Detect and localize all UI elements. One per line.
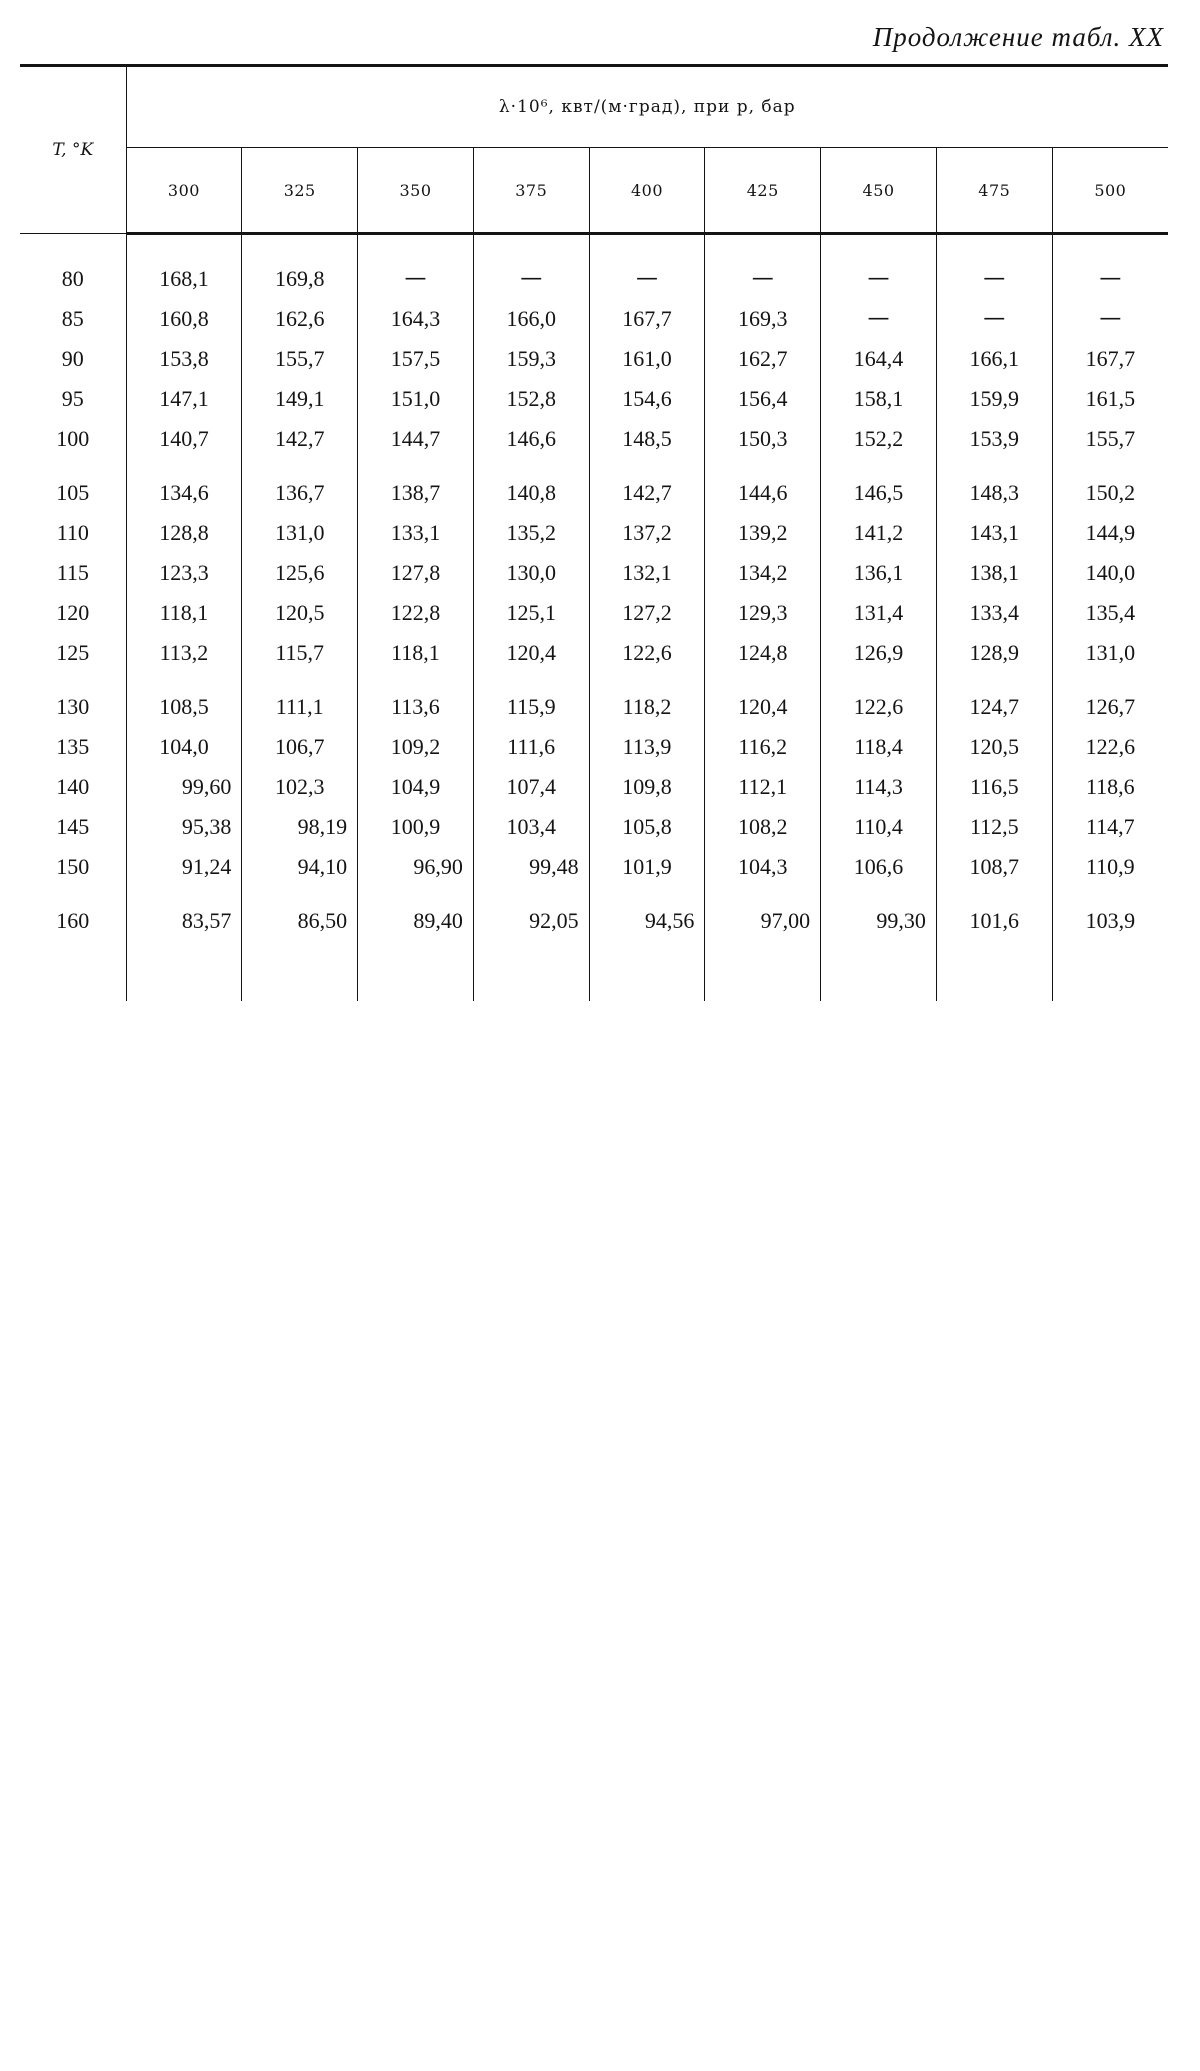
value-cell: 134,2: [705, 553, 821, 593]
value-cell: 94,56: [589, 887, 705, 941]
value-cell: 154,6: [589, 379, 705, 419]
temperature-cell: 115: [56, 560, 89, 585]
pressure-header-cell: 350: [358, 148, 474, 234]
value-cell: 102,3: [242, 767, 358, 807]
spacer-cell: [473, 941, 589, 1001]
value-cell: 125,1: [473, 593, 589, 633]
value-cell: 126,7: [1052, 673, 1168, 727]
value-cell: 86,50: [242, 887, 358, 941]
empty-value-cell: —: [821, 299, 937, 339]
value-cell: 108,5: [126, 673, 242, 727]
value-cell: 118,4: [821, 727, 937, 767]
table-row: [20, 673, 1168, 727]
value-cell: 153,9: [936, 419, 1052, 459]
value-cell: 120,4: [705, 673, 821, 727]
value-cell: 122,6: [589, 633, 705, 673]
value-cell: 115,9: [473, 673, 589, 727]
value-cell: 124,8: [705, 633, 821, 673]
table-row: [20, 593, 1168, 633]
value-cell: 159,9: [936, 379, 1052, 419]
spacer-cell: [589, 941, 705, 1001]
spacer-cell: [936, 941, 1052, 1001]
value-cell: 127,8: [358, 553, 474, 593]
pressure-header-cell: 500: [1052, 148, 1168, 234]
temperature-cell: 145: [56, 814, 90, 839]
value-cell: 150,2: [1052, 459, 1168, 513]
value-cell: 141,2: [821, 513, 937, 553]
value-cell: 118,6: [1052, 767, 1168, 807]
value-cell: 92,05: [473, 887, 589, 941]
value-cell: 129,3: [705, 593, 821, 633]
value-cell: 140,0: [1052, 553, 1168, 593]
value-cell: 108,2: [705, 807, 821, 847]
value-cell: 158,1: [821, 379, 937, 419]
table-row: [20, 234, 1168, 300]
table-row: [20, 379, 1168, 419]
value-cell: 160,8: [126, 299, 242, 339]
value-cell: 99,30: [821, 887, 937, 941]
value-cell: 169,8: [242, 234, 358, 300]
value-cell: 106,6: [821, 847, 937, 887]
value-cell: 118,2: [589, 673, 705, 727]
value-cell: 113,2: [126, 633, 242, 673]
empty-value-cell: —: [358, 234, 474, 300]
value-cell: 144,7: [358, 419, 474, 459]
value-cell: 104,9: [358, 767, 474, 807]
value-cell: 105,8: [589, 807, 705, 847]
table-row: [20, 633, 1168, 673]
value-cell: 106,7: [242, 727, 358, 767]
value-cell: 89,40: [358, 887, 474, 941]
value-cell: 133,4: [936, 593, 1052, 633]
value-cell: 95,38: [126, 807, 242, 847]
empty-value-cell: —: [936, 234, 1052, 300]
value-cell: 142,7: [242, 419, 358, 459]
temperature-cell: 150: [56, 854, 90, 879]
value-cell: 103,4: [473, 807, 589, 847]
value-cell: 136,7: [242, 459, 358, 513]
value-cell: 166,1: [936, 339, 1052, 379]
thermal-conductivity-table: [20, 64, 1168, 1001]
value-cell: 166,0: [473, 299, 589, 339]
value-cell: 136,1: [821, 553, 937, 593]
value-cell: 118,1: [126, 593, 242, 633]
value-cell: 152,2: [821, 419, 937, 459]
pressure-header-row: [20, 148, 1168, 234]
value-cell: 97,00: [705, 887, 821, 941]
temperature-cell: 125: [56, 640, 90, 665]
spacer-cell: [126, 941, 242, 1001]
value-cell: 144,9: [1052, 513, 1168, 553]
value-cell: 140,7: [126, 419, 242, 459]
value-cell: 156,4: [705, 379, 821, 419]
value-cell: 152,8: [473, 379, 589, 419]
spacer-cell: [20, 941, 126, 1001]
value-cell: 116,2: [705, 727, 821, 767]
value-cell: 161,0: [589, 339, 705, 379]
value-cell: 96,90: [358, 847, 474, 887]
value-cell: 100,9: [358, 807, 474, 847]
value-cell: 162,7: [705, 339, 821, 379]
value-cell: 137,2: [589, 513, 705, 553]
value-cell: 122,6: [821, 673, 937, 727]
value-cell: 155,7: [1052, 419, 1168, 459]
value-cell: 128,9: [936, 633, 1052, 673]
empty-value-cell: —: [1052, 299, 1168, 339]
value-cell: 115,7: [242, 633, 358, 673]
value-cell: 128,8: [126, 513, 242, 553]
page-title: Продолжение табл. XX: [872, 22, 1164, 52]
temperature-cell: 105: [56, 480, 90, 505]
value-cell: 131,4: [821, 593, 937, 633]
pressure-header-cell: 400: [589, 148, 705, 234]
value-cell: 110,4: [821, 807, 937, 847]
value-cell: 157,5: [358, 339, 474, 379]
value-cell: 114,7: [1052, 807, 1168, 847]
value-cell: 108,7: [936, 847, 1052, 887]
value-cell: 120,5: [936, 727, 1052, 767]
pressure-header-cell: 325: [242, 148, 358, 234]
table-row: [20, 887, 1168, 941]
value-cell: 118,1: [358, 633, 474, 673]
spacer-cell: [821, 941, 937, 1001]
pressure-header-cell: 375: [473, 148, 589, 234]
value-cell: 143,1: [936, 513, 1052, 553]
table-row: [20, 339, 1168, 379]
value-cell: 138,7: [358, 459, 474, 513]
pressure-header-cell: 425: [705, 148, 821, 234]
temperature-cell: 90: [61, 346, 84, 371]
value-cell: 138,1: [936, 553, 1052, 593]
value-cell: 126,9: [821, 633, 937, 673]
value-cell: 122,6: [1052, 727, 1168, 767]
value-cell: 103,9: [1052, 887, 1168, 941]
value-cell: 109,8: [589, 767, 705, 807]
value-cell: 120,4: [473, 633, 589, 673]
value-cell: 101,9: [589, 847, 705, 887]
table-row: [20, 847, 1168, 887]
value-cell: 150,3: [705, 419, 821, 459]
value-cell: 99,60: [126, 767, 242, 807]
empty-value-cell: —: [705, 234, 821, 300]
value-cell: 155,7: [242, 339, 358, 379]
value-cell: 114,3: [821, 767, 937, 807]
value-cell: 146,6: [473, 419, 589, 459]
pressure-header-cell: 475: [936, 148, 1052, 234]
value-cell: 142,7: [589, 459, 705, 513]
pressure-header-cell: 300: [126, 148, 242, 234]
value-cell: 83,57: [126, 887, 242, 941]
value-cell: 144,6: [705, 459, 821, 513]
value-cell: 109,2: [358, 727, 474, 767]
value-cell: 122,8: [358, 593, 474, 633]
spacer-cell: [242, 941, 358, 1001]
value-cell: 164,4: [821, 339, 937, 379]
temperature-cell: 100: [56, 426, 90, 451]
value-cell: 135,4: [1052, 593, 1168, 633]
temperature-cell: 120: [56, 600, 90, 625]
value-cell: 112,1: [705, 767, 821, 807]
value-cell: 98,19: [242, 807, 358, 847]
value-cell: 123,3: [126, 553, 242, 593]
table-row: [20, 459, 1168, 513]
value-cell: 91,24: [126, 847, 242, 887]
value-cell: 167,7: [1052, 339, 1168, 379]
temperature-cell: 140: [56, 774, 90, 799]
value-cell: 140,8: [473, 459, 589, 513]
temperature-cell: 85: [61, 306, 84, 331]
value-cell: 133,1: [358, 513, 474, 553]
empty-value-cell: —: [589, 234, 705, 300]
temperature-cell: 110: [56, 520, 89, 545]
spacer-cell: [705, 941, 821, 1001]
value-cell: 169,3: [705, 299, 821, 339]
value-cell: 127,2: [589, 593, 705, 633]
value-cell: 146,5: [821, 459, 937, 513]
value-cell: 120,5: [242, 593, 358, 633]
temperature-cell: 80: [61, 265, 84, 291]
spacer-cell: [358, 941, 474, 1001]
value-cell: 162,6: [242, 299, 358, 339]
table-row: [20, 767, 1168, 807]
value-cell: 135,2: [473, 513, 589, 553]
temperature-cell: 95: [61, 386, 84, 411]
spacer-cell: [1052, 941, 1168, 1001]
table-row: [20, 553, 1168, 593]
value-cell: 107,4: [473, 767, 589, 807]
data-table-container: [20, 64, 1168, 1001]
empty-value-cell: —: [936, 299, 1052, 339]
value-cell: 159,3: [473, 339, 589, 379]
table-row: [20, 727, 1168, 767]
table-row: [20, 807, 1168, 847]
value-cell: 151,0: [358, 379, 474, 419]
value-cell: 113,9: [589, 727, 705, 767]
value-cell: 148,3: [936, 459, 1052, 513]
value-cell: 116,5: [936, 767, 1052, 807]
value-cell: 164,3: [358, 299, 474, 339]
value-cell: 134,6: [126, 459, 242, 513]
table-row: [20, 513, 1168, 553]
value-cell: 104,0: [126, 727, 242, 767]
value-cell: 125,6: [242, 553, 358, 593]
value-cell: 131,0: [1052, 633, 1168, 673]
empty-value-cell: —: [1052, 234, 1168, 300]
value-cell: 94,10: [242, 847, 358, 887]
value-cell: 147,1: [126, 379, 242, 419]
value-cell: 113,6: [358, 673, 474, 727]
conductivity-header: λ·10⁶, квт/(м·град), при p, бар: [126, 66, 1168, 148]
value-cell: 153,8: [126, 339, 242, 379]
value-cell: 148,5: [589, 419, 705, 459]
table-bottom-spacer: [20, 941, 1168, 1001]
value-cell: 132,1: [589, 553, 705, 593]
empty-value-cell: —: [821, 234, 937, 300]
value-cell: 139,2: [705, 513, 821, 553]
value-cell: 99,48: [473, 847, 589, 887]
value-cell: 130,0: [473, 553, 589, 593]
value-cell: 168,1: [126, 234, 242, 300]
empty-value-cell: —: [473, 234, 589, 300]
pressure-header-cell: 450: [821, 148, 937, 234]
value-cell: 101,6: [936, 887, 1052, 941]
value-cell: 149,1: [242, 379, 358, 419]
value-cell: 131,0: [242, 513, 358, 553]
value-cell: 161,5: [1052, 379, 1168, 419]
table-body: [20, 234, 1168, 1002]
value-cell: 124,7: [936, 673, 1052, 727]
value-cell: 110,9: [1052, 847, 1168, 887]
temperature-cell: 130: [56, 694, 90, 719]
table-row: [20, 299, 1168, 339]
value-cell: 111,1: [242, 673, 358, 727]
value-cell: 111,6: [473, 727, 589, 767]
temperature-cell: 160: [56, 908, 90, 933]
temperature-cell: 135: [56, 734, 90, 759]
value-cell: 112,5: [936, 807, 1052, 847]
value-cell: 104,3: [705, 847, 821, 887]
temperature-header: T, °K: [20, 66, 126, 234]
table-row: [20, 419, 1168, 459]
value-cell: 167,7: [589, 299, 705, 339]
